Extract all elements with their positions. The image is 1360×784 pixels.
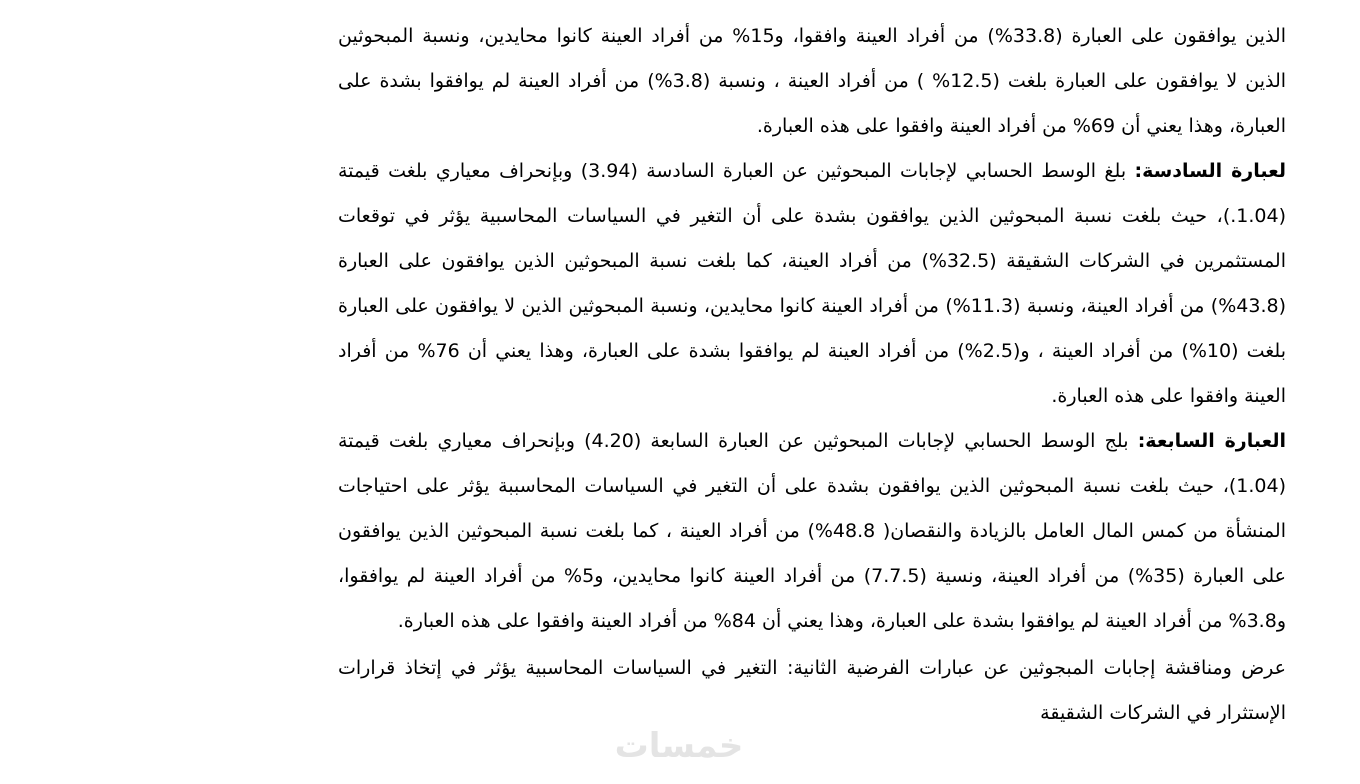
- paragraph-section-intro: [338, 646, 1286, 736]
- paragraph-statement-7: [338, 419, 1286, 644]
- paragraph-text: الذين يوافقون على العبارة (33.8%) من أفراد العينة وافقوا، و15% من أفراد العينة كانوا محايدين، ونسبة المبحوثين الذين لا يوافقون على العبارة بلغت (12.5% ) من أفراد العينة ، ونسبة (3.8%) من أفراد العينة لم يوافقوا بشدة على العبارة، وهذا يعني أن 69% من أفراد العينة وافقوا على هذه العبارة.: [338, 25, 1287, 137]
- paragraph-statement-5-conclusion: [338, 14, 1286, 149]
- watermark-logo: خمسات: [614, 726, 744, 766]
- document-body: [338, 14, 1286, 736]
- paragraph-heading: العبارة السابعة:: [1137, 430, 1286, 452]
- paragraph-text: بلغ الوسط الحسابي لإجابات المبحوثين عن العبارة السادسة (3.94) وبإنحراف معياري بلغت قيمتة (1.04.)، حيث بلغت نسبة المبحوثين الذين يوافقون بشدة على أن التغير في السياسات المحاسبية يؤثر في توقعات المستثمرين في الشركات الشقيقة (32.5%) من أفراد العينة، كما بلغت نسبة المبحوثين الذين يوافقون على العبارة (43.8%) من أفراد العينة، ونسبة (11.3%) من أفراد العينة كانوا محايدين، ونسبة المبحوثين الذين لا يوافقون على العبارة بلغت (10%) من أفراد العينة ، و(2.5%) من أفراد العينة لم يوافقوا بشدة على العبارة، وهذا يعني أن 76% من أفراد العينة وافقوا على هذه العبارة.: [338, 160, 1286, 407]
- paragraph-statement-6: [338, 149, 1286, 419]
- paragraph-text: بلج الوسط الحسابي لإجابات المبحوثين عن العبارة السابعة (4.20) وبإنحراف معياري بلغت قيمتة (1.04)، حيث بلغت نسبة المبحوثين الذين يوافقون بشدة على أن التغير في السياسات المحاسببة يؤثر على احتياجات المنشأة من كمس المال العامل بالزيادة والنقصان( 48.8%) من أفراد العينة ، كما بلغت نسبة المبحوثين الذين يوافقون على العبارة (35%) من أفراد العينة، ونسية (7.7.5) من أفراد العينة كانوا محايدين، و5% من أفراد العينة لم يوافقوا، و3.8% من أفراد العينة لم يوافقوا بشدة على العبارة، وهذا يعني أن 84% من أفراد العينة وافقوا على هذه العبارة.: [338, 430, 1287, 632]
- paragraph-text: عرض ومناقشة إجابات المبجوثين عن عبارات الفرضية الثانية: التغير في السياسات المحاسبية يؤثر في إتخاذ قرارات الإستثرار في الشركات الشقيقة: [338, 657, 1286, 724]
- paragraph-heading: لعبارة السادسة:: [1134, 160, 1286, 182]
